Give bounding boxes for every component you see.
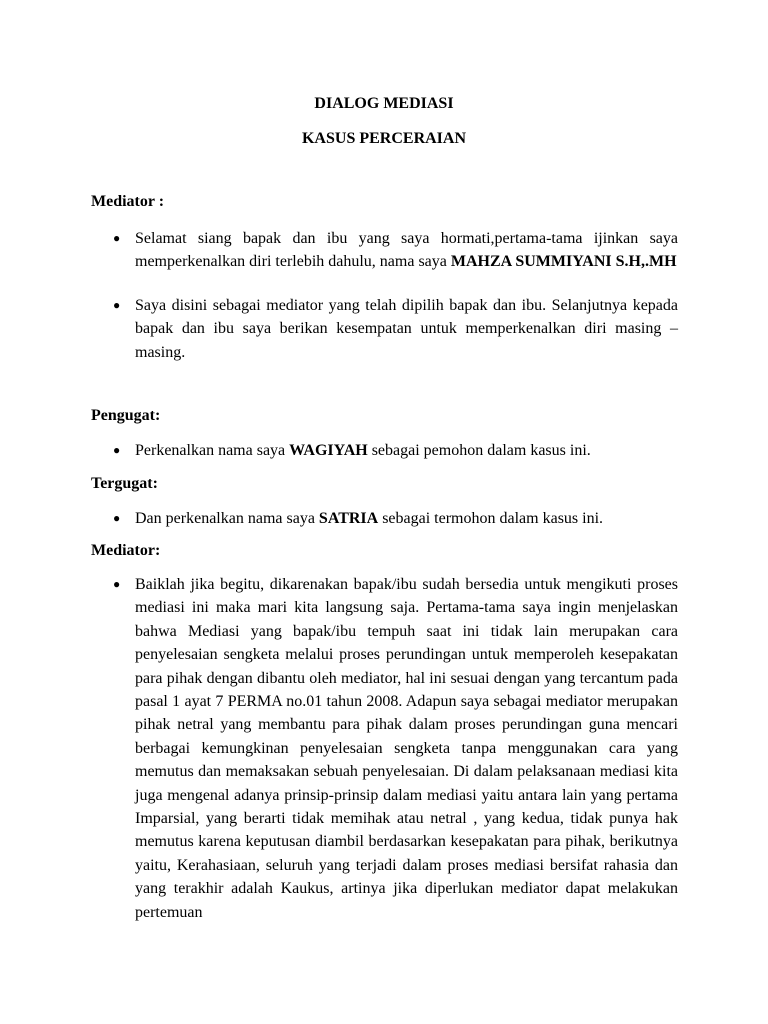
termohon-name: SATRIA bbox=[318, 510, 379, 527]
dialog-item bbox=[113, 227, 678, 274]
speaker-pengugat: Pengugat: bbox=[91, 407, 161, 424]
dialog-text: Perkenalkan nama saya bbox=[135, 442, 290, 459]
mediator-name: MAHZA SUMMIYANI S.H,.MH bbox=[450, 253, 677, 271]
dialog-text: Saya disini sebagai mediator yang telah dipilih bapak dan ibu. Selanjutnya kepada bapak dan ibu saya berikan kesempatan untuk memperkenalkan diri masing – masing. bbox=[135, 297, 678, 361]
document-subtitle: KASUS PERCERAIAN bbox=[301, 130, 467, 147]
dialog-text-tail: sebagai pemohon dalam kasus ini. bbox=[367, 442, 591, 459]
pemohon-name: WAGIYAH bbox=[289, 442, 368, 459]
bullet-icon: ● bbox=[113, 577, 121, 591]
bullet-icon: ● bbox=[113, 231, 121, 245]
speaker-mediator: Mediator : bbox=[91, 193, 165, 210]
speaker-tergugat: Tergugat: bbox=[91, 475, 158, 492]
dialog-text: Selamat siang bapak dan ibu yang saya hormati,pertama-tama ijinkan saya memperkenalkan diri terlebih dahulu, nama saya bbox=[135, 230, 678, 271]
dialog-text: Baiklah jika begitu, dikarenakan bapak/ibu sudah bersedia untuk mengikuti proses mediasi ini maka mari kita langsung saja. Pertama-tama saya ingin menjelaskan bahwa Mediasi yang bapak/ibu tempuh saat ini tidak lain merupakan cara penyelesaian sengketa melalui proses perundingan untuk memperoleh kesepakatan para pihak dengan dibantu oleh mediator, hal ini sesuai dengan yang tercantum pada pasal 1 ayat 7 PERMA no.01 tahun 2008. Adapun saya sebagai mediator merupakan pihak netral yang membantu para pihak dalam proses perundingan guna mencari berbagai kemungkinan penyelesaian sengketa tanpa menggunakan cara yang memutus dan memaksakan sebuah penyelesaian. Di dalam pelaksanaan mediasi kita juga mengenal adanya prinsip-prinsip dalam mediasi yaitu antara lain yang pertama Imparsial, yang berarti tidak memihak atau netral , yang kedua, tidak punya hak memutus karena keputusan diambil berdasarkan kesepakatan para pihak, berikutnya yaitu, Kerahasiaan, seluruh yang terjadi dalam proses mediasi bersifat rahasia dan yang terakhir adalah Kaukus, artinya jika diperlukan mediator dapat melakukan pertemuan bbox=[135, 576, 678, 921]
dialog-text-tail: sebagai termohon dalam kasus ini. bbox=[378, 510, 604, 527]
document-title: DIALOG MEDIASI bbox=[314, 95, 454, 112]
dialog-item bbox=[113, 573, 678, 973]
dialog-item bbox=[113, 294, 678, 364]
speaker-mediator-2: Mediator: bbox=[91, 542, 161, 559]
bullet-icon: ● bbox=[113, 298, 121, 312]
bullet-icon: ● bbox=[113, 511, 121, 525]
dialog-item bbox=[113, 439, 678, 462]
dialog-item bbox=[113, 507, 678, 530]
dialog-text: Dan perkenalkan nama saya bbox=[135, 510, 319, 527]
bullet-icon: ● bbox=[113, 443, 121, 457]
